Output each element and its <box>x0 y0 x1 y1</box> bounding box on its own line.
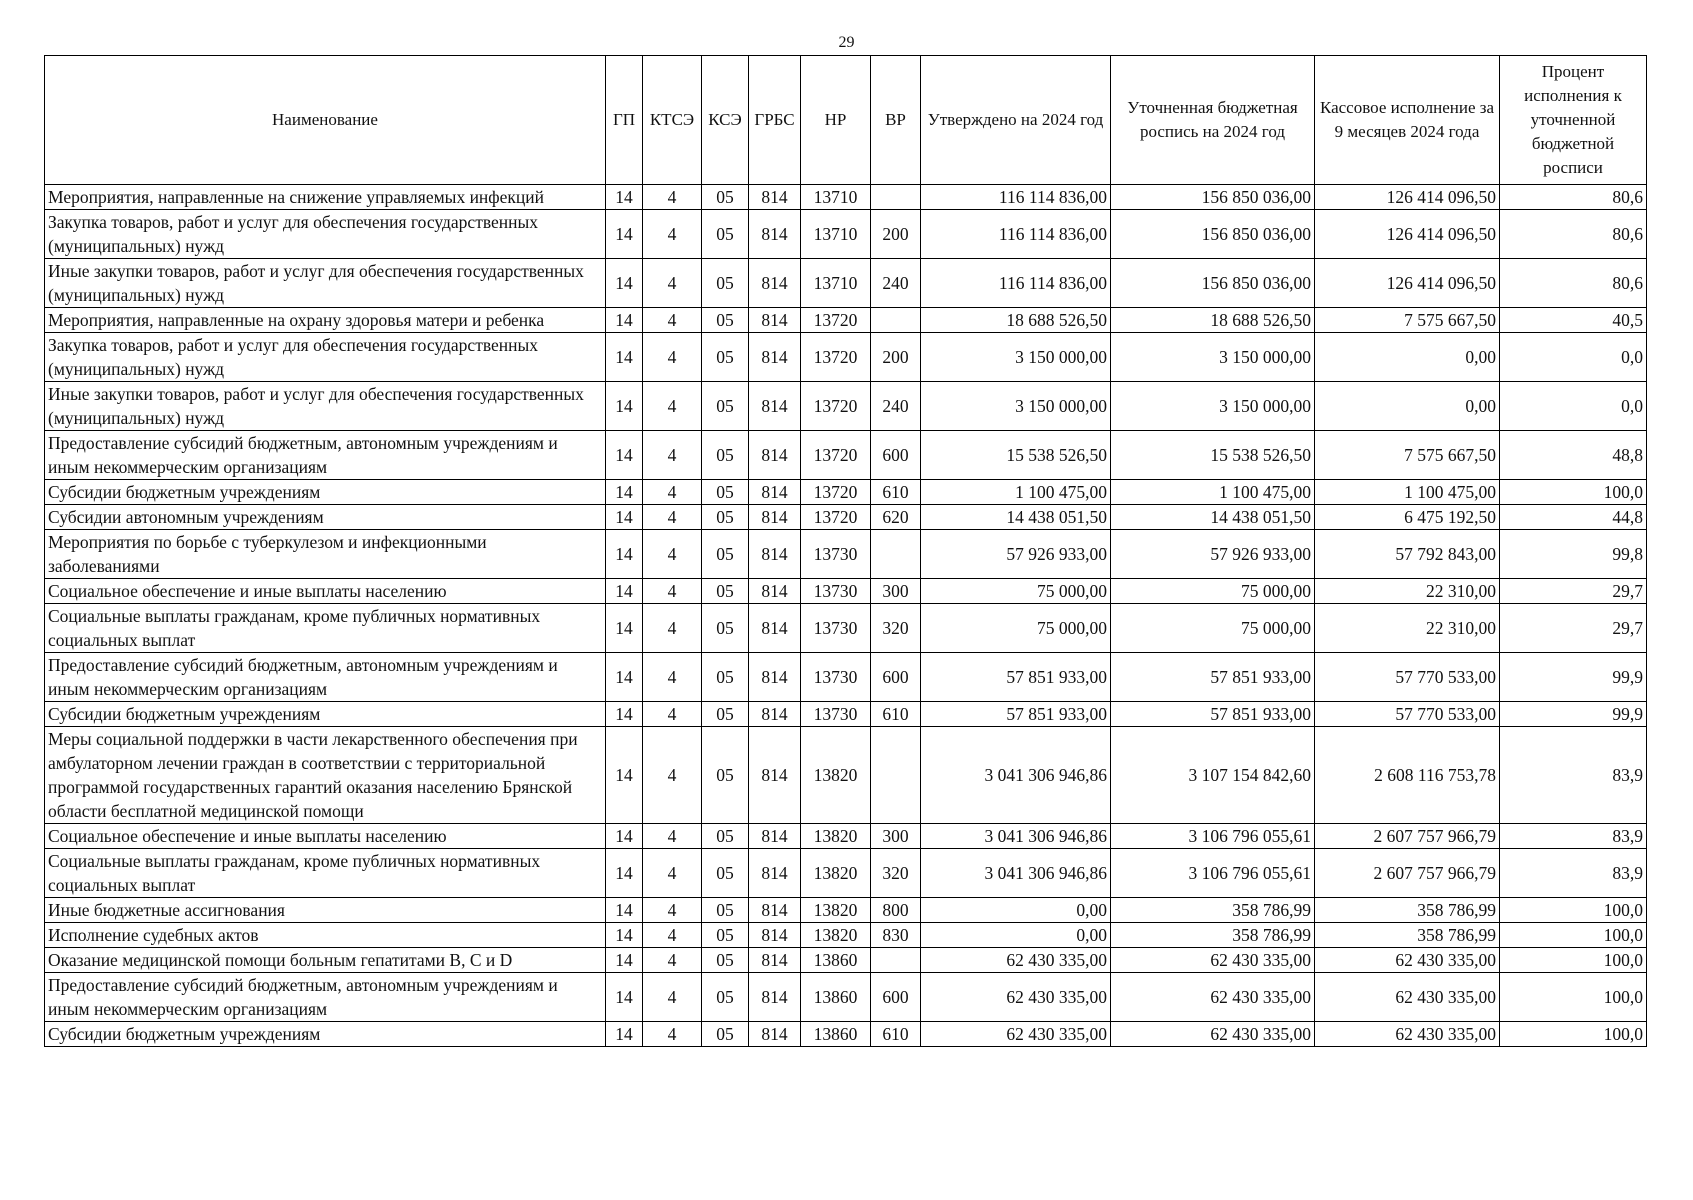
cell-approved: 62 430 335,00 <box>921 948 1111 973</box>
cell-approved: 14 438 051,50 <box>921 505 1111 530</box>
cell-gp: 14 <box>606 849 643 898</box>
cell-cash: 7 575 667,50 <box>1315 431 1500 480</box>
cell-revised: 57 851 933,00 <box>1111 653 1315 702</box>
cell-name: Социальное обеспечение и иные выплаты населению <box>45 579 606 604</box>
cell-cash: 22 310,00 <box>1315 579 1500 604</box>
cell-ktse: 4 <box>643 923 702 948</box>
cell-approved: 62 430 335,00 <box>921 1022 1111 1047</box>
cell-vr: 200 <box>871 210 921 259</box>
cell-vr: 830 <box>871 923 921 948</box>
cell-percent: 100,0 <box>1500 948 1647 973</box>
cell-name: Иные закупки товаров, работ и услуг для обеспечения государственных (муниципальных) нужд <box>45 382 606 431</box>
cell-vr: 610 <box>871 1022 921 1047</box>
cell-approved: 0,00 <box>921 923 1111 948</box>
cell-kse: 05 <box>702 382 749 431</box>
cell-nr: 13860 <box>801 948 871 973</box>
cell-revised: 156 850 036,00 <box>1111 185 1315 210</box>
cell-kse: 05 <box>702 431 749 480</box>
cell-cash: 126 414 096,50 <box>1315 210 1500 259</box>
table-row <box>45 530 1647 579</box>
cell-cash: 57 770 533,00 <box>1315 653 1500 702</box>
cell-grbs: 814 <box>749 505 801 530</box>
cell-approved: 18 688 526,50 <box>921 308 1111 333</box>
cell-revised: 75 000,00 <box>1111 604 1315 653</box>
cell-percent: 100,0 <box>1500 973 1647 1022</box>
cell-nr: 13820 <box>801 849 871 898</box>
cell-name: Субсидии бюджетным учреждениям <box>45 480 606 505</box>
cell-kse: 05 <box>702 259 749 308</box>
cell-kse: 05 <box>702 308 749 333</box>
cell-revised: 57 926 933,00 <box>1111 530 1315 579</box>
table-row <box>45 259 1647 308</box>
cell-vr: 300 <box>871 579 921 604</box>
cell-approved: 75 000,00 <box>921 604 1111 653</box>
cell-vr <box>871 185 921 210</box>
table-row <box>45 948 1647 973</box>
cell-cash: 126 414 096,50 <box>1315 259 1500 308</box>
cell-vr: 320 <box>871 849 921 898</box>
cell-name: Мероприятия, направленные на охрану здоровья матери и ребенка <box>45 308 606 333</box>
cell-gp: 14 <box>606 923 643 948</box>
table-row <box>45 333 1647 382</box>
cell-approved: 75 000,00 <box>921 579 1111 604</box>
cell-name: Субсидии бюджетным учреждениям <box>45 1022 606 1047</box>
cell-approved: 57 926 933,00 <box>921 530 1111 579</box>
cell-grbs: 814 <box>749 973 801 1022</box>
cell-approved: 3 041 306 946,86 <box>921 824 1111 849</box>
cell-gp: 14 <box>606 185 643 210</box>
table-row <box>45 923 1647 948</box>
cell-name: Иные закупки товаров, работ и услуг для обеспечения государственных (муниципальных) нужд <box>45 259 606 308</box>
cell-percent: 29,7 <box>1500 604 1647 653</box>
cell-kse: 05 <box>702 333 749 382</box>
cell-kse: 05 <box>702 653 749 702</box>
cell-vr <box>871 308 921 333</box>
cell-ktse: 4 <box>643 973 702 1022</box>
cell-percent: 44,8 <box>1500 505 1647 530</box>
cell-ktse: 4 <box>643 579 702 604</box>
cell-percent: 100,0 <box>1500 480 1647 505</box>
cell-name: Закупка товаров, работ и услуг для обеспечения государственных (муниципальных) нужд <box>45 210 606 259</box>
cell-grbs: 814 <box>749 382 801 431</box>
cell-kse: 05 <box>702 579 749 604</box>
cell-name: Социальные выплаты гражданам, кроме публичных нормативных социальных выплат <box>45 604 606 653</box>
cell-approved: 3 150 000,00 <box>921 333 1111 382</box>
cell-kse: 05 <box>702 185 749 210</box>
cell-grbs: 814 <box>749 727 801 824</box>
cell-gp: 14 <box>606 898 643 923</box>
table-row <box>45 604 1647 653</box>
cell-grbs: 814 <box>749 308 801 333</box>
cell-vr <box>871 727 921 824</box>
cell-revised: 156 850 036,00 <box>1111 259 1315 308</box>
cell-cash: 57 792 843,00 <box>1315 530 1500 579</box>
col-header-kse: КСЭ <box>702 56 749 185</box>
cell-ktse: 4 <box>643 382 702 431</box>
cell-gp: 14 <box>606 973 643 1022</box>
cell-percent: 99,9 <box>1500 653 1647 702</box>
table-row <box>45 579 1647 604</box>
cell-name: Социальные выплаты гражданам, кроме публичных нормативных социальных выплат <box>45 849 606 898</box>
cell-grbs: 814 <box>749 948 801 973</box>
budget-table <box>44 55 1647 1047</box>
cell-ktse: 4 <box>643 948 702 973</box>
cell-name: Меры социальной поддержки в части лекарственного обеспечения при амбулаторном лечении граждан в соответствии с территориальной программой государственных гарантий оказания населению Брянской области бесплатной медицинской помощи <box>45 727 606 824</box>
cell-cash: 22 310,00 <box>1315 604 1500 653</box>
cell-nr: 13710 <box>801 259 871 308</box>
cell-ktse: 4 <box>643 259 702 308</box>
cell-kse: 05 <box>702 530 749 579</box>
cell-gp: 14 <box>606 824 643 849</box>
col-header-revised: Уточненная бюджетная роспись на 2024 год <box>1111 56 1315 185</box>
cell-gp: 14 <box>606 480 643 505</box>
cell-ktse: 4 <box>643 480 702 505</box>
cell-cash: 7 575 667,50 <box>1315 308 1500 333</box>
cell-cash: 358 786,99 <box>1315 898 1500 923</box>
cell-nr: 13720 <box>801 505 871 530</box>
cell-revised: 57 851 933,00 <box>1111 702 1315 727</box>
table-row <box>45 898 1647 923</box>
cell-vr: 610 <box>871 480 921 505</box>
cell-percent: 83,9 <box>1500 727 1647 824</box>
cell-name: Предоставление субсидий бюджетным, автономным учреждениям и иным некоммерческим организациям <box>45 653 606 702</box>
cell-name: Мероприятия по борьбе с туберкулезом и инфекционными заболеваниями <box>45 530 606 579</box>
cell-name: Мероприятия, направленные на снижение управляемых инфекций <box>45 185 606 210</box>
table-row <box>45 505 1647 530</box>
cell-percent: 99,9 <box>1500 702 1647 727</box>
cell-name: Социальное обеспечение и иные выплаты населению <box>45 824 606 849</box>
cell-nr: 13720 <box>801 382 871 431</box>
cell-kse: 05 <box>702 702 749 727</box>
cell-percent: 0,0 <box>1500 333 1647 382</box>
cell-vr: 620 <box>871 505 921 530</box>
cell-revised: 18 688 526,50 <box>1111 308 1315 333</box>
cell-vr: 240 <box>871 259 921 308</box>
table-row <box>45 382 1647 431</box>
cell-nr: 13820 <box>801 727 871 824</box>
table-row <box>45 431 1647 480</box>
cell-ktse: 4 <box>643 333 702 382</box>
cell-revised: 156 850 036,00 <box>1111 210 1315 259</box>
cell-revised: 3 106 796 055,61 <box>1111 824 1315 849</box>
cell-vr: 610 <box>871 702 921 727</box>
cell-nr: 13730 <box>801 702 871 727</box>
cell-nr: 13860 <box>801 973 871 1022</box>
cell-cash: 57 770 533,00 <box>1315 702 1500 727</box>
cell-percent: 99,8 <box>1500 530 1647 579</box>
cell-nr: 13710 <box>801 185 871 210</box>
cell-nr: 13730 <box>801 579 871 604</box>
cell-cash: 62 430 335,00 <box>1315 973 1500 1022</box>
cell-nr: 13860 <box>801 1022 871 1047</box>
cell-vr: 600 <box>871 431 921 480</box>
cell-grbs: 814 <box>749 431 801 480</box>
cell-nr: 13730 <box>801 604 871 653</box>
cell-grbs: 814 <box>749 604 801 653</box>
cell-revised: 62 430 335,00 <box>1111 948 1315 973</box>
cell-name: Закупка товаров, работ и услуг для обеспечения государственных (муниципальных) нужд <box>45 333 606 382</box>
cell-kse: 05 <box>702 604 749 653</box>
cell-grbs: 814 <box>749 824 801 849</box>
cell-approved: 3 041 306 946,86 <box>921 727 1111 824</box>
cell-ktse: 4 <box>643 210 702 259</box>
cell-grbs: 814 <box>749 530 801 579</box>
cell-grbs: 814 <box>749 849 801 898</box>
cell-grbs: 814 <box>749 579 801 604</box>
cell-nr: 13730 <box>801 653 871 702</box>
cell-kse: 05 <box>702 898 749 923</box>
cell-percent: 83,9 <box>1500 849 1647 898</box>
cell-kse: 05 <box>702 727 749 824</box>
cell-gp: 14 <box>606 1022 643 1047</box>
table-row <box>45 727 1647 824</box>
cell-ktse: 4 <box>643 530 702 579</box>
cell-ktse: 4 <box>643 702 702 727</box>
cell-revised: 62 430 335,00 <box>1111 1022 1315 1047</box>
cell-ktse: 4 <box>643 308 702 333</box>
cell-percent: 100,0 <box>1500 923 1647 948</box>
cell-grbs: 814 <box>749 210 801 259</box>
cell-revised: 358 786,99 <box>1111 898 1315 923</box>
cell-approved: 62 430 335,00 <box>921 973 1111 1022</box>
cell-ktse: 4 <box>643 824 702 849</box>
cell-vr: 300 <box>871 824 921 849</box>
cell-kse: 05 <box>702 480 749 505</box>
cell-vr <box>871 948 921 973</box>
cell-name: Исполнение судебных актов <box>45 923 606 948</box>
col-header-nr: НР <box>801 56 871 185</box>
cell-ktse: 4 <box>643 727 702 824</box>
cell-nr: 13820 <box>801 898 871 923</box>
col-header-ktse: КТСЭ <box>643 56 702 185</box>
cell-kse: 05 <box>702 973 749 1022</box>
page-number: 29 <box>838 34 855 51</box>
cell-gp: 14 <box>606 505 643 530</box>
cell-ktse: 4 <box>643 604 702 653</box>
cell-gp: 14 <box>606 948 643 973</box>
cell-grbs: 814 <box>749 185 801 210</box>
cell-revised: 3 107 154 842,60 <box>1111 727 1315 824</box>
cell-grbs: 814 <box>749 1022 801 1047</box>
cell-nr: 13820 <box>801 923 871 948</box>
cell-grbs: 814 <box>749 259 801 308</box>
cell-vr: 600 <box>871 973 921 1022</box>
cell-revised: 3 150 000,00 <box>1111 382 1315 431</box>
cell-percent: 29,7 <box>1500 579 1647 604</box>
cell-revised: 14 438 051,50 <box>1111 505 1315 530</box>
cell-nr: 13820 <box>801 824 871 849</box>
cell-approved: 15 538 526,50 <box>921 431 1111 480</box>
cell-cash: 2 607 757 966,79 <box>1315 849 1500 898</box>
cell-kse: 05 <box>702 210 749 259</box>
col-header-vr: ВР <box>871 56 921 185</box>
cell-percent: 0,0 <box>1500 382 1647 431</box>
cell-nr: 13720 <box>801 308 871 333</box>
cell-nr: 13710 <box>801 210 871 259</box>
cell-cash: 0,00 <box>1315 382 1500 431</box>
cell-gp: 14 <box>606 604 643 653</box>
table-row <box>45 1022 1647 1047</box>
cell-ktse: 4 <box>643 898 702 923</box>
cell-name: Субсидии автономным учреждениям <box>45 505 606 530</box>
cell-vr: 800 <box>871 898 921 923</box>
cell-nr: 13720 <box>801 480 871 505</box>
cell-revised: 75 000,00 <box>1111 579 1315 604</box>
table-row <box>45 185 1647 210</box>
table-row <box>45 653 1647 702</box>
cell-gp: 14 <box>606 653 643 702</box>
table-row <box>45 824 1647 849</box>
table-row <box>45 849 1647 898</box>
cell-nr: 13720 <box>801 333 871 382</box>
cell-ktse: 4 <box>643 505 702 530</box>
cell-grbs: 814 <box>749 653 801 702</box>
cell-revised: 1 100 475,00 <box>1111 480 1315 505</box>
table-row <box>45 973 1647 1022</box>
cell-ktse: 4 <box>643 431 702 480</box>
table-header-row <box>45 56 1647 185</box>
cell-name: Предоставление субсидий бюджетным, автономным учреждениям и иным некоммерческим организациям <box>45 973 606 1022</box>
cell-gp: 14 <box>606 727 643 824</box>
cell-percent: 80,6 <box>1500 185 1647 210</box>
cell-cash: 358 786,99 <box>1315 923 1500 948</box>
cell-kse: 05 <box>702 824 749 849</box>
cell-gp: 14 <box>606 210 643 259</box>
cell-cash: 62 430 335,00 <box>1315 948 1500 973</box>
cell-kse: 05 <box>702 923 749 948</box>
cell-revised: 358 786,99 <box>1111 923 1315 948</box>
cell-approved: 116 114 836,00 <box>921 210 1111 259</box>
cell-approved: 3 041 306 946,86 <box>921 849 1111 898</box>
cell-vr: 240 <box>871 382 921 431</box>
cell-ktse: 4 <box>643 849 702 898</box>
cell-gp: 14 <box>606 259 643 308</box>
cell-gp: 14 <box>606 308 643 333</box>
table-row <box>45 210 1647 259</box>
cell-name: Предоставление субсидий бюджетным, автономным учреждениям и иным некоммерческим организациям <box>45 431 606 480</box>
cell-grbs: 814 <box>749 333 801 382</box>
col-header-grbs: ГРБС <box>749 56 801 185</box>
cell-cash: 0,00 <box>1315 333 1500 382</box>
cell-approved: 0,00 <box>921 898 1111 923</box>
cell-gp: 14 <box>606 382 643 431</box>
cell-revised: 3 150 000,00 <box>1111 333 1315 382</box>
cell-cash: 126 414 096,50 <box>1315 185 1500 210</box>
cell-approved: 116 114 836,00 <box>921 259 1111 308</box>
cell-cash: 6 475 192,50 <box>1315 505 1500 530</box>
cell-gp: 14 <box>606 702 643 727</box>
cell-cash: 2 608 116 753,78 <box>1315 727 1500 824</box>
table-row <box>45 480 1647 505</box>
cell-approved: 57 851 933,00 <box>921 702 1111 727</box>
cell-nr: 13730 <box>801 530 871 579</box>
cell-name: Иные бюджетные ассигнования <box>45 898 606 923</box>
cell-revised: 15 538 526,50 <box>1111 431 1315 480</box>
cell-gp: 14 <box>606 579 643 604</box>
cell-kse: 05 <box>702 505 749 530</box>
cell-approved: 1 100 475,00 <box>921 480 1111 505</box>
cell-approved: 3 150 000,00 <box>921 382 1111 431</box>
cell-gp: 14 <box>606 530 643 579</box>
cell-cash: 1 100 475,00 <box>1315 480 1500 505</box>
table-row <box>45 308 1647 333</box>
cell-name: Оказание медицинской помощи больным гепатитами B, C и D <box>45 948 606 973</box>
col-header-cash: Кассовое исполнение за 9 месяцев 2024 года <box>1315 56 1500 185</box>
cell-percent: 48,8 <box>1500 431 1647 480</box>
cell-ktse: 4 <box>643 185 702 210</box>
cell-cash: 62 430 335,00 <box>1315 1022 1500 1047</box>
col-header-gp: ГП <box>606 56 643 185</box>
cell-grbs: 814 <box>749 480 801 505</box>
cell-percent: 83,9 <box>1500 824 1647 849</box>
cell-approved: 116 114 836,00 <box>921 185 1111 210</box>
cell-grbs: 814 <box>749 923 801 948</box>
cell-kse: 05 <box>702 849 749 898</box>
cell-revised: 3 106 796 055,61 <box>1111 849 1315 898</box>
cell-ktse: 4 <box>643 1022 702 1047</box>
cell-percent: 80,6 <box>1500 210 1647 259</box>
cell-kse: 05 <box>702 948 749 973</box>
cell-percent: 100,0 <box>1500 898 1647 923</box>
cell-vr <box>871 530 921 579</box>
cell-gp: 14 <box>606 431 643 480</box>
cell-cash: 2 607 757 966,79 <box>1315 824 1500 849</box>
table-row <box>45 702 1647 727</box>
cell-approved: 57 851 933,00 <box>921 653 1111 702</box>
cell-vr: 200 <box>871 333 921 382</box>
col-header-approved: Утверждено на 2024 год <box>921 56 1111 185</box>
cell-vr: 600 <box>871 653 921 702</box>
col-header-name: Наименование <box>45 56 606 185</box>
cell-grbs: 814 <box>749 898 801 923</box>
cell-percent: 40,5 <box>1500 308 1647 333</box>
cell-ktse: 4 <box>643 653 702 702</box>
cell-name: Субсидии бюджетным учреждениям <box>45 702 606 727</box>
cell-percent: 80,6 <box>1500 259 1647 308</box>
cell-revised: 62 430 335,00 <box>1111 973 1315 1022</box>
cell-grbs: 814 <box>749 702 801 727</box>
cell-percent: 100,0 <box>1500 1022 1647 1047</box>
cell-nr: 13720 <box>801 431 871 480</box>
col-header-percent: Процент исполнения к уточненной бюджетной росписи <box>1500 56 1647 185</box>
cell-vr: 320 <box>871 604 921 653</box>
cell-gp: 14 <box>606 333 643 382</box>
cell-kse: 05 <box>702 1022 749 1047</box>
